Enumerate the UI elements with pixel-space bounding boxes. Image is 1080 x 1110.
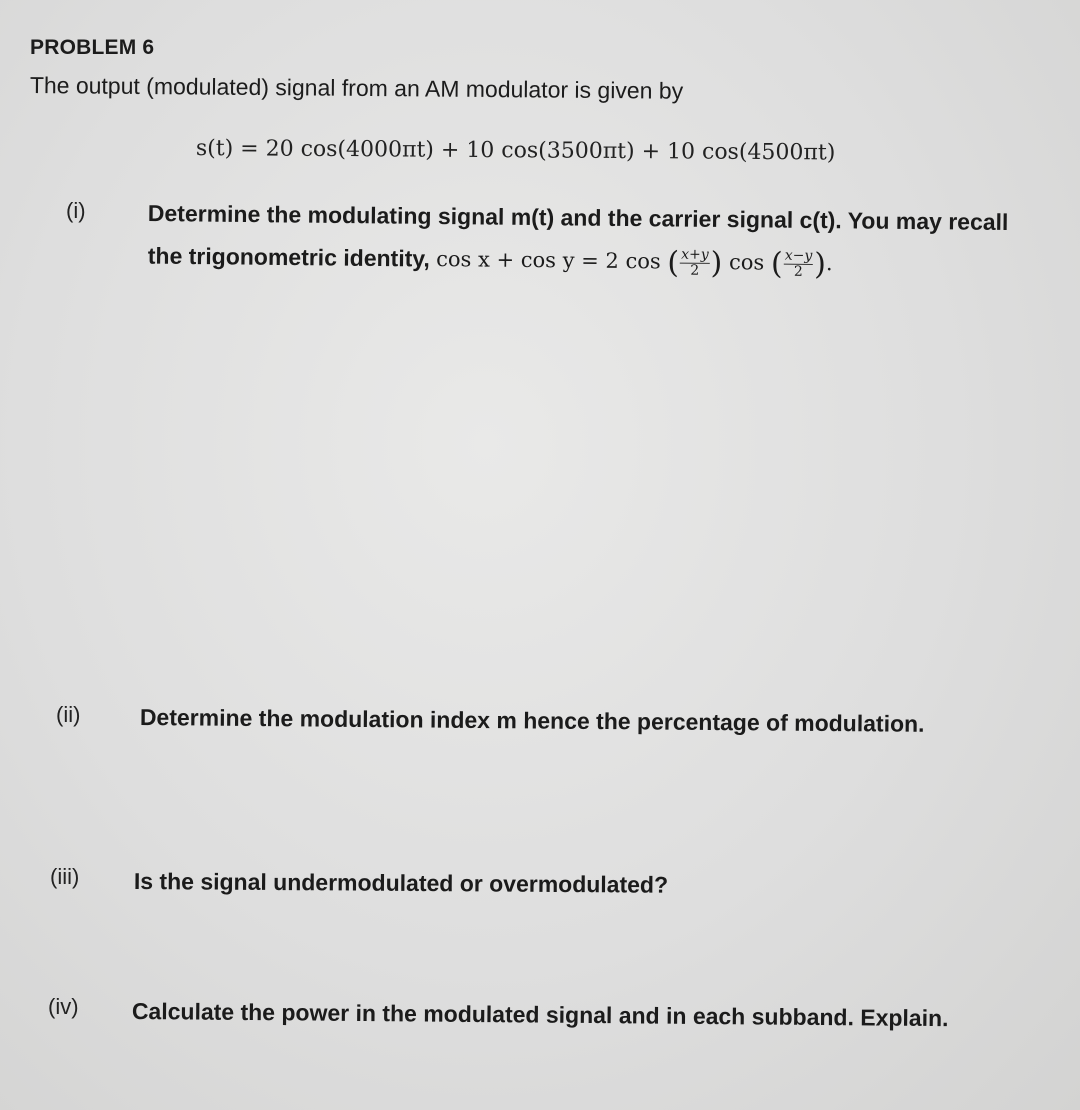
problem-intro: The output (modulated) signal from an AM modulator is given by — [29, 72, 684, 104]
problem-title: PROBLEM 6 — [30, 36, 155, 59]
question-4-text: Calculate the power in the modulated signal and in each subband. Explain. — [131, 998, 949, 1032]
question-3-label: (iii) — [50, 864, 80, 889]
question-2-label: (ii) — [56, 702, 81, 727]
question-1-text-line1: Determine the modulating signal m(t) and the carrier signal c(t). You may recall — [147, 200, 1009, 236]
fraction-sum — [680, 248, 710, 279]
paren-open-2: ( — [770, 246, 783, 282]
question-2-text: Determine the modulation index m hence the percentage of modulation. — [139, 704, 925, 737]
fraction-diff-denominator: 2 — [793, 263, 803, 280]
paren-close-2: ) — [814, 246, 827, 283]
signal-equation: s(t) = 20 cos(4000πt) + 10 cos(3500πt) + 10 cos(4500πt) — [195, 136, 836, 166]
question-4-label: (iv) — [48, 994, 79, 1019]
fraction-diff — [783, 249, 813, 280]
paren-close-1: ) — [710, 245, 723, 282]
fraction-diff-numerator: x−y — [784, 247, 813, 264]
trig-identity-lhs: cos x + cos y = 2 cos — [436, 247, 661, 274]
fraction-sum-numerator: x+y — [681, 246, 709, 263]
trig-identity — [436, 243, 833, 282]
question-1-text-line2 — [148, 240, 833, 282]
question-1-label: (i) — [66, 198, 86, 223]
question-3-text: Is the signal undermodulated or overmodulated? — [133, 868, 669, 898]
question-1-text-line2-prefix: the trigonometric identity, — [147, 242, 430, 272]
paren-open-1: ( — [667, 245, 680, 281]
trig-identity-mid: cos — [728, 250, 765, 275]
identity-period: . — [825, 251, 833, 276]
fraction-sum-denominator: 2 — [690, 262, 700, 279]
